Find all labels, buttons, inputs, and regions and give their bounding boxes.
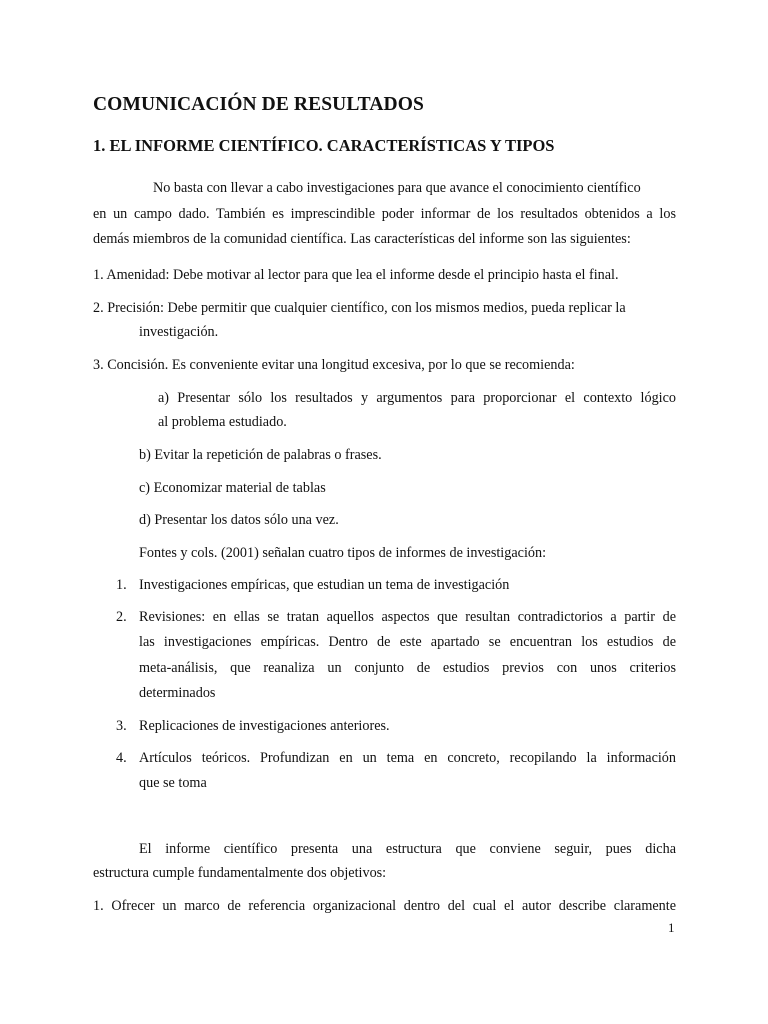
section-heading: 1. EL INFORME CIENTÍFICO. CARACTERÍSTICAS Y TIPOS — [93, 136, 555, 155]
recommendation-a-cont: al problema estudiado. — [158, 414, 287, 430]
recommendation-b: b) Evitar la repetición de palabras o frases. — [139, 447, 382, 463]
structure-line-2: estructura cumple fundamentalmente dos objetivos: — [93, 865, 387, 881]
recommendation-d: d) Presentar los datos sólo una vez. — [139, 512, 339, 528]
type-4-number: 4. — [116, 750, 127, 766]
characteristic-precision-cont: investigación. — [139, 324, 219, 340]
document-title: COMUNICACIÓN DE RESULTADOS — [93, 94, 424, 115]
objective-1: 1. Ofrecer un marco de referencia organizacional dentro del cual el autor describe claramente — [93, 898, 676, 914]
intro-line-2: en un campo dado. También es imprescindible poder informar de los resultados obtenidos a los — [93, 206, 676, 222]
type-4-line-2: que se toma — [139, 775, 207, 791]
characteristic-precision: 2. Precisión: Debe permitir que cualquier científico, con los mismos medios, pueda replicar la — [93, 300, 626, 316]
type-2-line-1: Revisiones: en ellas se tratan aquellos aspectos que resultan contradictorios a partir de — [139, 609, 676, 625]
type-3-number: 3. — [116, 718, 127, 734]
page-number: 1 — [668, 920, 675, 935]
type-2-line-4: determinados — [139, 685, 216, 701]
intro-line-3: demás miembros de la comunidad científica. Las características del informe son las siguientes: — [93, 231, 631, 247]
type-3-text: Replicaciones de investigaciones anteriores. — [139, 718, 390, 734]
characteristic-concision: 3. Concisión. Es conveniente evitar una longitud excesiva, por lo que se recomienda: — [93, 357, 575, 373]
type-1-text: Investigaciones empíricas, que estudian un tema de investigación — [139, 577, 510, 593]
type-2-number: 2. — [116, 609, 127, 625]
structure-line-1: El informe científico presenta una estructura que conviene seguir, pues dicha — [139, 841, 676, 857]
intro-line-1: No basta con llevar a cabo investigaciones para que avance el conocimiento científico — [153, 180, 641, 196]
characteristic-amenidad: 1. Amenidad: Debe motivar al lector para que lea el informe desde el principio hasta el final. — [93, 267, 619, 283]
recommendation-c: c) Economizar material de tablas — [139, 480, 326, 496]
type-4-line-1: Artículos teóricos. Profundizan en un tema en concreto, recopilando la información — [139, 750, 676, 766]
type-2-line-3: meta-análisis, que reanaliza un conjunto de estudios previos con unos criterios — [139, 660, 676, 676]
type-2-line-2: las investigaciones empíricas. Dentro de este apartado se encuentran los estudios de — [139, 634, 676, 650]
type-1-number: 1. — [116, 577, 127, 593]
types-intro: Fontes y cols. (2001) señalan cuatro tipos de informes de investigación: — [139, 545, 547, 561]
recommendation-a: a) Presentar sólo los resultados y argumentos para proporcionar el contexto lógico — [158, 390, 676, 406]
